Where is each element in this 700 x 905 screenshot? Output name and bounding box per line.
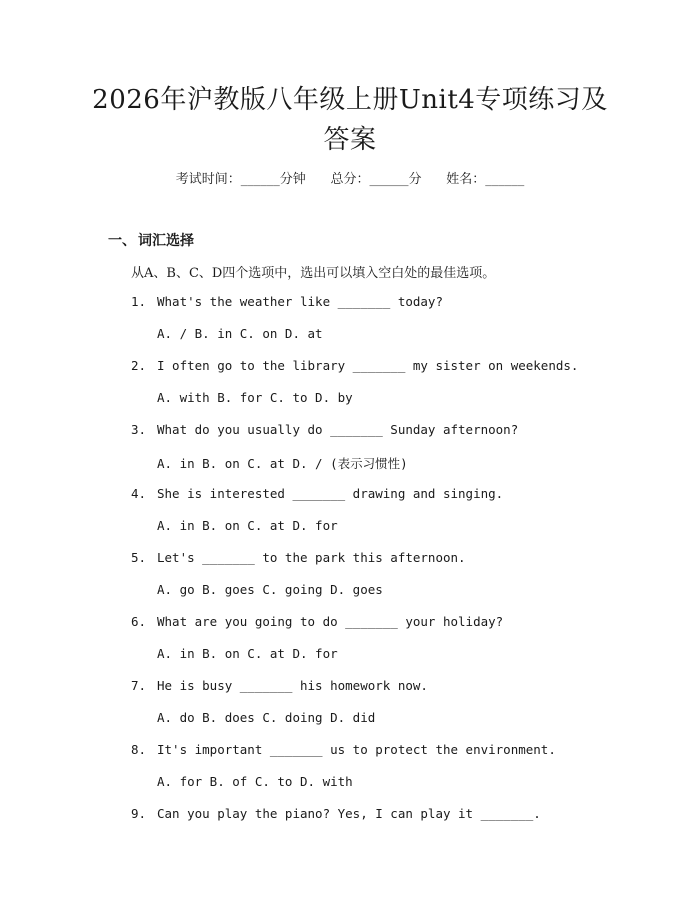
document-title xyxy=(60,80,640,160)
question-5: 5. Let's _______ to the park this afternoon. xyxy=(131,550,466,565)
question-6: 6. What are you going to do _______ your holiday? xyxy=(131,614,504,629)
question-text: What's the weather like _______ today? xyxy=(157,294,443,309)
question-8-options: A. for B. of C. to D. with xyxy=(157,774,353,789)
question-1-options: A. / B. in C. on D. at xyxy=(157,326,323,341)
question-text: He is busy _______ his homework now. xyxy=(157,678,428,693)
question-text: Can you play the piano? Yes, I can play it _______. xyxy=(157,806,541,821)
question-4-options: A. in B. on C. at D. for xyxy=(157,518,338,533)
title-line-2: 答案 xyxy=(323,125,377,155)
question-text: What do you usually do _______ Sunday afternoon? xyxy=(157,422,519,437)
question-text: She is interested _______ drawing and singing. xyxy=(157,486,504,501)
section-heading xyxy=(108,230,194,250)
question-1: 1. What's the weather like _______ today? xyxy=(131,294,443,309)
section-title: 词汇选择 xyxy=(138,233,194,249)
title-line-1: 2026年沪教版八年级上册Unit4专项练习及 xyxy=(92,85,608,115)
question-3-options: A. in B. on C. at D. / (表示习惯性) xyxy=(157,456,408,471)
question-text: I often go to the library _______ my sister on weekends. xyxy=(157,358,579,373)
question-6-options: A. in B. on C. at D. for xyxy=(157,646,338,661)
question-7-options: A. do B. does C. doing D. did xyxy=(157,710,376,725)
question-5-options: A. go B. goes C. going D. goes xyxy=(157,582,383,597)
question-8: 8. It's important _______ us to protect the environment. xyxy=(131,742,556,757)
question-2: 2. I often go to the library _______ my sister on weekends. xyxy=(131,358,579,373)
section-instruction: 从A、B、C、D四个选项中，选出可以填入空白处的最佳选项。 xyxy=(131,266,496,281)
question-4: 4. She is interested _______ drawing and singing. xyxy=(131,486,504,501)
question-3: 3. What do you usually do _______ Sunday afternoon? xyxy=(131,422,519,437)
question-text: Let's _______ to the park this afternoon. xyxy=(157,550,466,565)
question-7: 7. He is busy _______ his homework now. xyxy=(131,678,428,693)
section-number: 一、 xyxy=(108,233,136,249)
exam-info: 考试时间：______分钟 总分：______分 姓名：______ xyxy=(175,172,525,187)
question-text: What are you going to do _______ your holiday? xyxy=(157,614,504,629)
question-text: It's important _______ us to protect the environment. xyxy=(157,742,556,757)
question-9: 9. Can you play the piano? Yes, I can play it _______. xyxy=(131,806,541,821)
question-2-options: A. with B. for C. to D. by xyxy=(157,390,353,405)
